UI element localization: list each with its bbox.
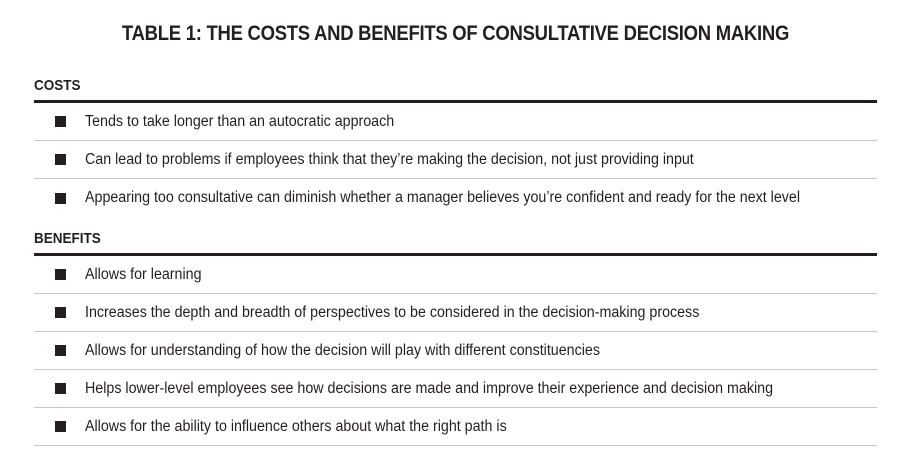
benefits-heading: BENEFITS xyxy=(34,230,101,247)
costs-heading: COSTS xyxy=(34,77,81,94)
square-bullet-icon xyxy=(55,269,66,280)
list-item-text: Allows for the ability to influence others about what the right path is xyxy=(85,417,507,435)
square-bullet-icon xyxy=(55,345,66,356)
square-bullet-icon xyxy=(55,383,66,394)
list-item xyxy=(34,294,877,332)
list-item xyxy=(34,141,877,179)
list-item-text: Increases the depth and breadth of perspectives to be considered in the decision-making process xyxy=(85,303,700,321)
square-bullet-icon xyxy=(55,193,66,204)
list-item xyxy=(34,332,877,370)
table-title: TABLE 1: THE COSTS AND BENEFITS OF CONSULTATIVE DECISION MAKING xyxy=(121,22,790,45)
square-bullet-icon xyxy=(55,307,66,318)
list-item xyxy=(34,370,877,408)
costs-section xyxy=(34,72,877,217)
list-item-text: Appearing too consultative can diminish whether a manager believes you’re confident and ready for the next level xyxy=(85,189,801,206)
list-item xyxy=(34,256,877,294)
square-bullet-icon xyxy=(55,154,66,165)
list-item xyxy=(34,179,877,217)
list-item-text: Allows for learning xyxy=(85,265,202,283)
list-item-text: Tends to take longer than an autocratic approach xyxy=(85,112,395,130)
list-item-text: Can lead to problems if employees think that they’re making the decision, not just providing input xyxy=(85,150,694,168)
list-item xyxy=(34,103,877,141)
benefits-section xyxy=(34,225,877,446)
square-bullet-icon xyxy=(55,116,66,127)
square-bullet-icon xyxy=(55,421,66,432)
list-item xyxy=(34,408,877,446)
list-item-text: Allows for understanding of how the decision will play with different constituencies xyxy=(85,341,600,359)
list-item-text: Helps lower-level employees see how decisions are made and improve their experience and decision making xyxy=(85,379,774,397)
